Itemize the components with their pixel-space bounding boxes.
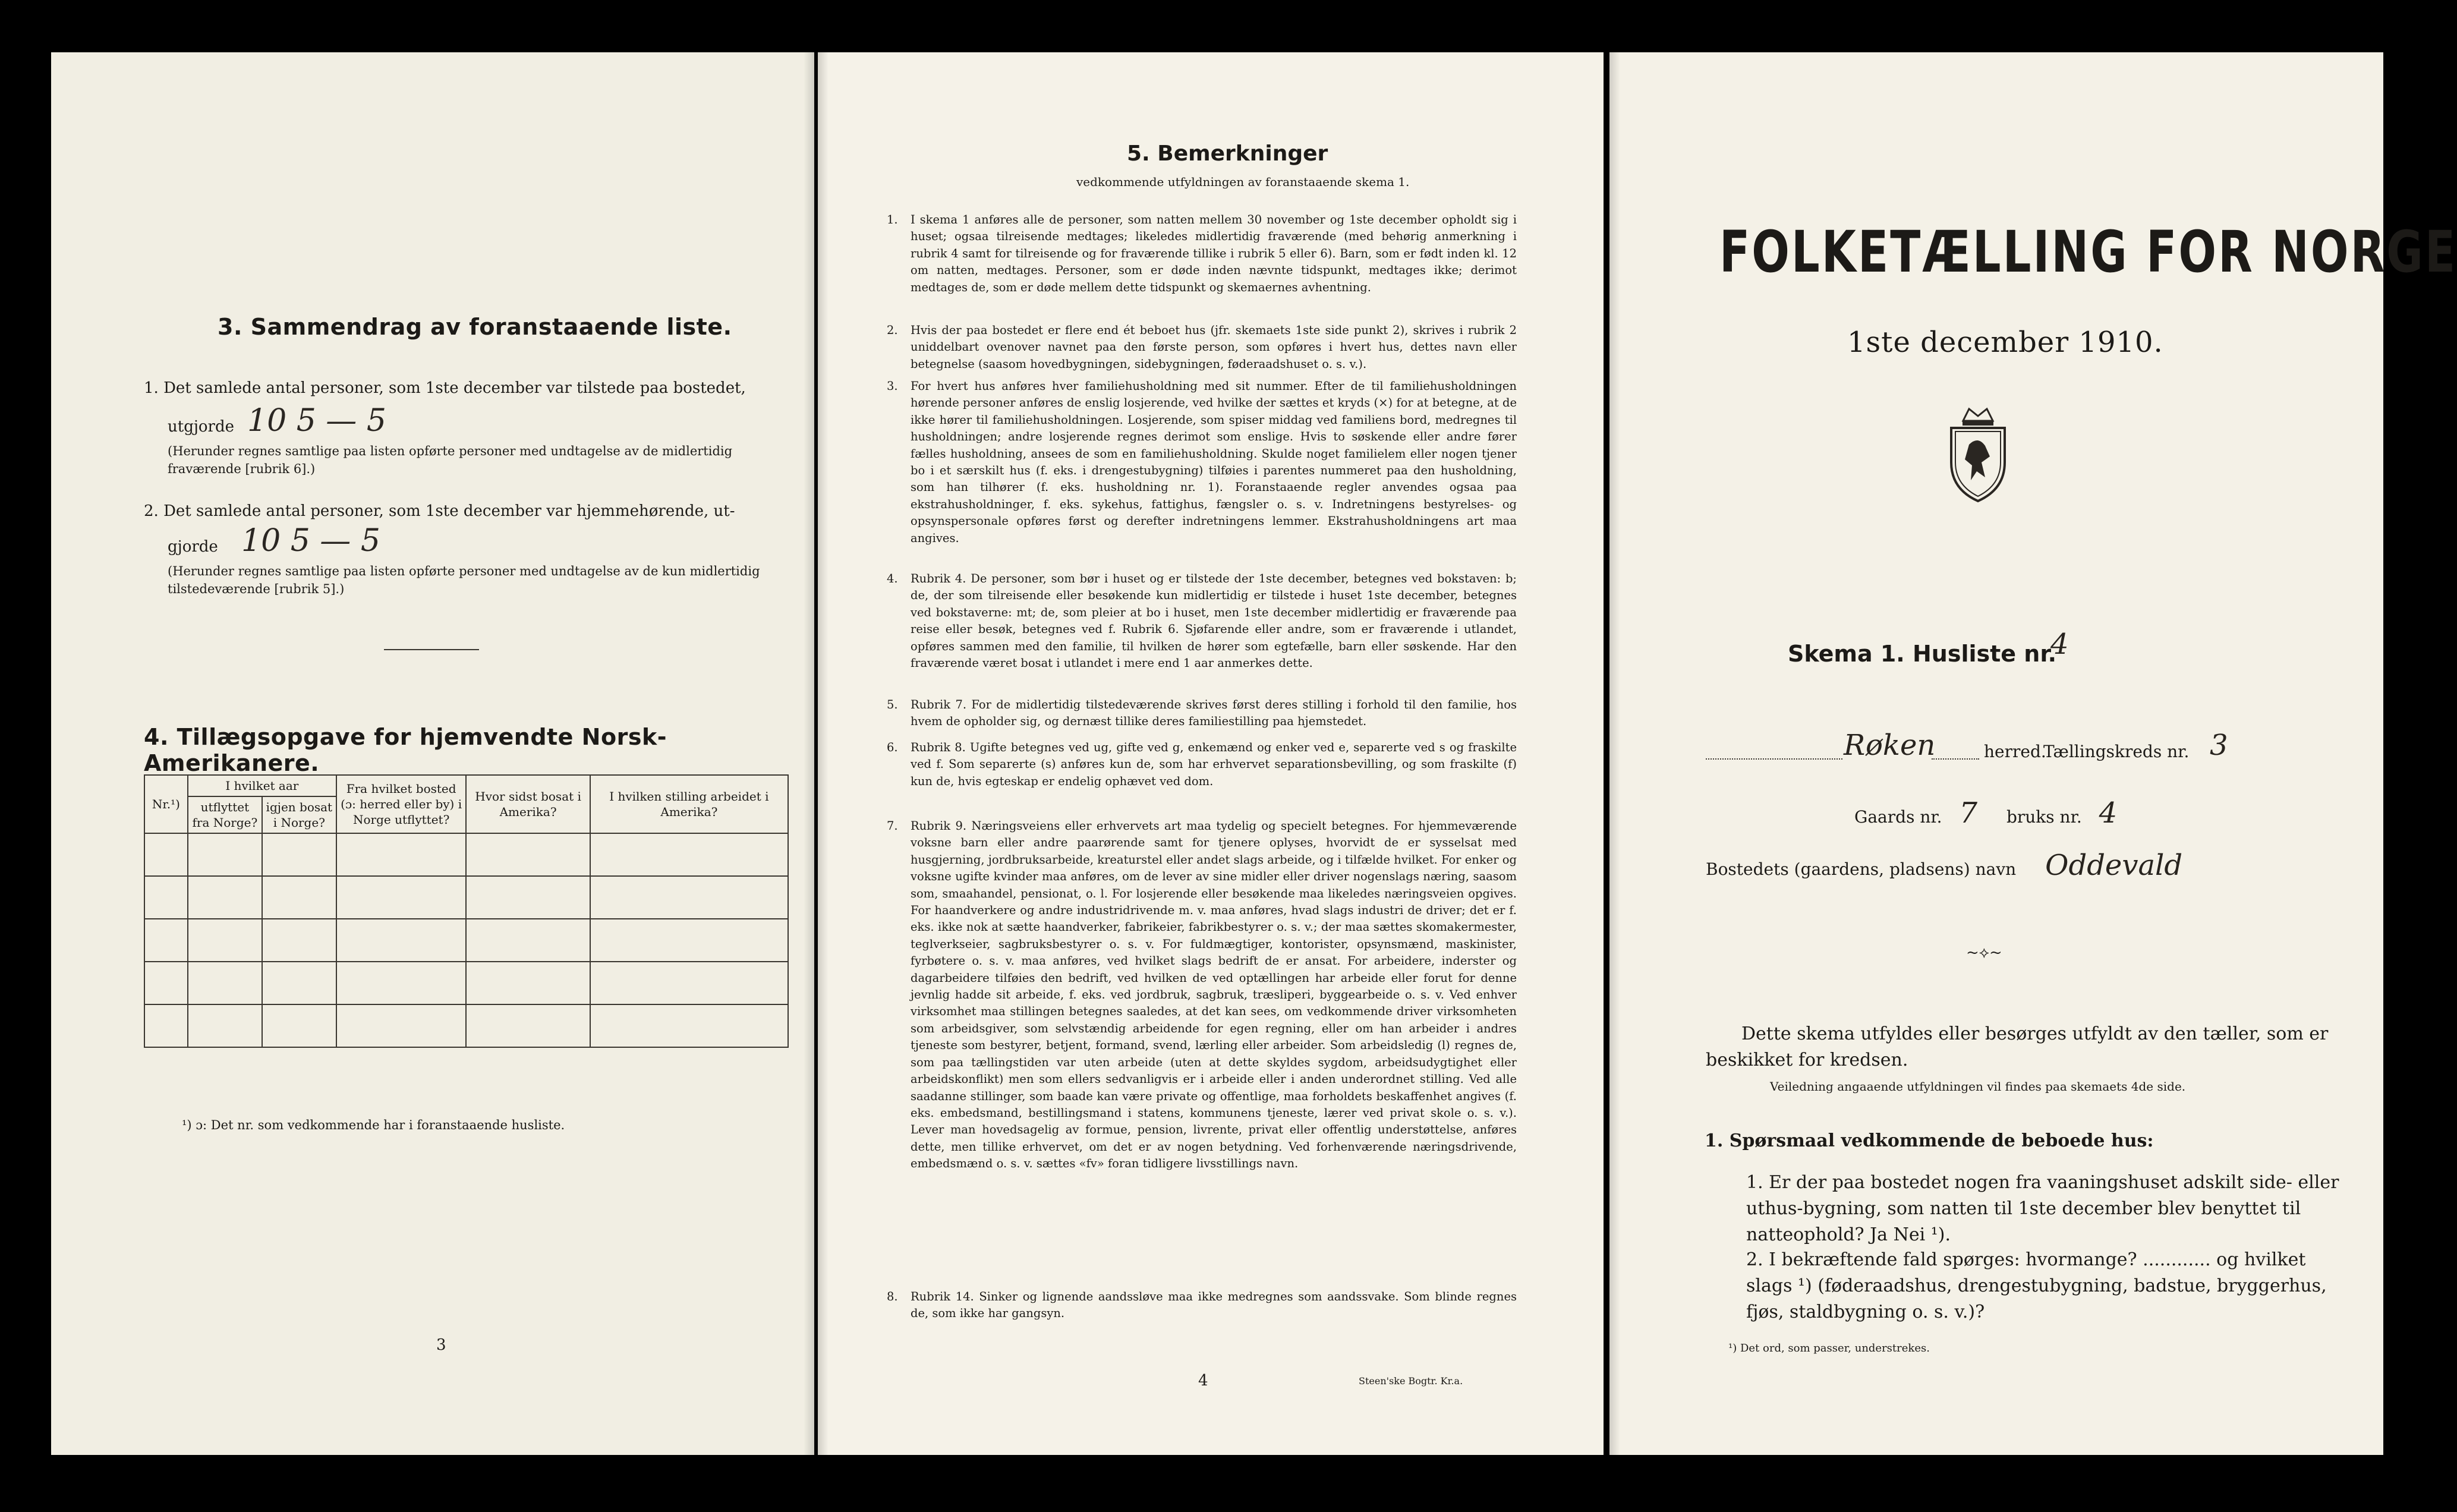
bruks-label: bruks nr. [2006, 807, 2082, 827]
census-date: 1ste december 1910. [1847, 326, 2163, 359]
page-number: 4 [1198, 1372, 1208, 1390]
col-stilling: I hvilken stilling arbeidet i Amerika? [590, 775, 788, 833]
table-row [144, 876, 788, 919]
note-text: Rubrik 7. For de midlertidig tilstedeværende skrives først deres stilling i forhold til den familie, hos hvem de opholder sig, og dernæst tillike deres familiestilling paa hjemstedet. [911, 698, 1517, 729]
note-7 [887, 818, 1517, 1173]
note-text: Rubrik 8. Ugifte betegnes ved ug, gifte ved g, enkemænd og enker ved e, separerte ved s og fraskilte ved f. Som separerte (s) anføres kun de, som har erhvervet separationsbevilling, og som fraskilte (f) kun de, hvis egteskap er endelig ophævet ved dom. [911, 741, 1517, 788]
bosted-value: Oddevald [2045, 849, 2183, 882]
table-row [144, 833, 788, 876]
printer-mark: Steen'ske Bogtr. Kr.a. [1359, 1375, 1463, 1387]
gaards-row [1854, 796, 2330, 830]
norsk-amerikanere-table [144, 774, 789, 1048]
bruks-value: 4 [2099, 796, 2118, 830]
col-hvor-bosat: Hvor sidst bosat i Amerika? [466, 775, 590, 833]
note-5 [887, 697, 1517, 730]
note-number: 1. [887, 213, 898, 226]
norway-coat-of-arms-icon [1942, 403, 2014, 506]
q2-text: 2. Det samlede antal personer, som 1ste december var hjemmehørende, ut- [144, 502, 735, 520]
dotted-line [1932, 758, 1979, 760]
table-row [144, 1004, 788, 1047]
dotted-line [1706, 758, 1842, 760]
q1-prefix: utgjorde [168, 418, 235, 436]
q2-note: (Herunder regnes samtlige paa listen opførte personer med undtagelse av de kun midlertidig tilstedeværende [rubrik 5].) [168, 564, 760, 596]
note-number: 8. [887, 1290, 898, 1303]
note-text: I skema 1 anføres alle de personer, som natten mellem 30 november og 1ste december opholdt sig i huset; ogsaa tilreisende medtages; likeledes midlertidig fraværende (med behørig anmerkning i rubrik 4 samt for tilreisende og for fraværende tillike i rubrik 5 eller 6). Barn, som er født inden kl. 12 om natten, medtages. Personer, som er døde inden nævnte tidspunkt, medtages ikke; derimot medtages de, som er døde mellem dette tidspunkt og skemaernes avhentning. [911, 213, 1517, 294]
note-number: 2. [887, 323, 898, 337]
page-fold-shadow [804, 52, 814, 1455]
questions-title: 1. Spørsmaal vedkommende de beboede hus: [1705, 1130, 2154, 1151]
bemerkninger-title: 5. Bemerkninger [1127, 141, 1328, 166]
col-utflyttet: utflyttet fra Norge? [188, 796, 262, 833]
intro-text: Dette skema utfyldes eller besørges utfyldt av den tæller, som er beskikket for kredsen. [1706, 1023, 2329, 1070]
page-number: 3 [436, 1336, 446, 1354]
question-2: 2. I bekræftende fald spørges: hvormange? ............ og hvilket slags ¹) (føderaadshus, drengestubygning, badstue, bryggerhus, fjøs, staldbygning o. s. v.)? [1746, 1249, 2327, 1322]
note-4 [887, 571, 1517, 672]
col-fra-bosted: Fra hvilket bosted (ɔ: herred eller by) i Norge utflyttet? [336, 775, 467, 833]
note-3 [887, 378, 1517, 547]
col-group-aar: I hvilket aar [188, 775, 336, 796]
section4-title: 4. Tillægsopgave for hjemvendte Norsk-Amerikanere. [144, 724, 667, 776]
herred-value: Røken [1844, 729, 1936, 762]
q2-prefix: gjorde [168, 538, 218, 556]
note-text: Rubrik 4. De personer, som bør i huset og er tilstede der 1ste december, betegnes ved bokstaven: b; de, der som tilreisende eller besøkende kun midlertidig er tilstede i huset 1ste december, betegnes ved bokstaverne: mt; de, som pleier at bo i huset, men 1ste december midlertidig er fraværende paa reise eller besøk, betegnes ved f. Rubrik 6. Sjøfarende eller andre, som er fraværende i utlandet, opføres sammen med den familie, til hvilken de hører som egtefælle, barn eller søskende. Har den fraværende været bosat i utlandet i mere end 1 aar anmerkes dette. [911, 572, 1517, 670]
note-number: 3. [887, 379, 898, 393]
note-number: 5. [887, 698, 898, 711]
col-nr: Nr.¹) [144, 775, 188, 833]
husliste-nr-value: 4 [2050, 628, 2069, 661]
kreds-label: Tællingskreds nr. [2043, 742, 2190, 761]
herred-row [1706, 729, 2383, 766]
bosted-row [1706, 849, 2377, 882]
ornament-divider: ~⟡~ [1966, 944, 2002, 962]
census-title: FOLKETÆLLING FOR NORGE [1719, 219, 2457, 285]
q1-text: 1. Det samlede antal personer, som 1ste december var tilstede paa bostedet, [144, 379, 746, 397]
left-page [51, 52, 814, 1455]
question-1: 1. Er der paa bostedet nogen fra vaaningshuset adskilt side- eller uthus-bygning, som natten til 1ste december blev benyttet til natteophold? Ja Nei ¹). [1746, 1172, 2339, 1245]
divider [384, 649, 479, 650]
note-text: Rubrik 14. Sinker og lignende aandssløve maa ikke medregnes som aandssvake. Som blinde regnes de, som ikke har gangsyn. [911, 1290, 1517, 1321]
q1-note: (Herunder regnes samtlige paa listen opførte personer med undtagelse av de midlertidig fraværende [rubrik 6].) [168, 444, 733, 476]
note-number: 6. [887, 741, 898, 754]
section3-title: 3. Sammendrag av foranstaaende liste. [218, 314, 732, 340]
q1-handwritten-count: 10 5 — 5 [247, 403, 386, 439]
col-igjen: igjen bosat i Norge? [262, 796, 336, 833]
note-text: Rubrik 9. Næringsveiens eller erhvervets art maa tydelig og specielt betegnes. For hjemmeværende voksne barn eller andre paarørende samt for tjenere oplyses, hvorvidt de er sysselsat med husgjerning, jordbruksarbeide, kreaturstel eller andet slags arbeide, og i tilfælde hvilket. For enker og voksne ugifte kvinder maa anføres, om de lever av sine midler eller driver nogenslags næring, saasom som, smaahandel, pensionat, o. l. For losjerende eller besøkende maa likeledes næringsveien opgives. For haandverkere og andre industridrivende m. v. maa anføres, hvad slags industri de driver; det er f. eks. ikke nok at sætte haandverker, fabrikeier, fabrikbestyrer o. s. v.; der maa sættes skomakermester, teglverkseier, sagbruksbestyrer o. s. v. For fuldmægtiger, kontorister, opsynsmænd, maskinister, fyrbøtere o. s. v. maa anføres, ved hvilket slags bedrift de er ansat. For arbeidere, inderster og dagarbeidere tilføies den bedrift, ved hvilken de ved optællingen har arbeide eller forut for denne jevnlig hadde sit arbeide, f. eks. ved jordbruk, sagbruk, træsliperi, byggearbeide o. s. v. Ved enhver virksomhet maa stillingen betegnes saaledes, at det kan sees, om vedkommende driver virksomheten som arbeidsgiver, som selvstændig arbeidende for egen regning, eller om han arbeider i andres tjeneste som bestyrer, betjent, formand, svend, lærling eller arbeider. Som arbeidsledig (l) regnes de, som paa tællingstiden var uten arbeide (uten at dette skyldes sygdom, arbeidsudygtighet eller arbeidskonflikt) men som ellers sedvanligvis er i arbeide eller i anden underordnet stilling. Ved alle saadanne stillinger, som baade kan være private og offentlige, maa forholdets beskaffenhet angives (f. eks. embedsmand, bestillingsmand i statens, kommunens tjeneste, lærer ved privat skole o. s. v.). Lever man hovedsagelig av formue, pension, livrente, privat eller offentlig understøttelse, anføres dette, men tillike erhvervet, om det er av nogen betydning. Ved forhenværende næringsdrivende, embedsmænd o. s. v. sættes «fv» foran tidligere livsstillings navn. [911, 819, 1517, 1171]
bosted-label: Bostedets (gaardens, pladsens) navn [1706, 859, 2017, 879]
table-row [144, 919, 788, 962]
note-2 [887, 322, 1517, 373]
page-fold-shadow [1609, 52, 1620, 1455]
gaards-value: 7 [1959, 796, 1978, 830]
note-number: 4. [887, 572, 898, 585]
note-number: 7. [887, 819, 898, 833]
note-1 [887, 212, 1517, 296]
table-footnote: ¹) ɔ: Det nr. som vedkommende har i foranstaaende husliste. [182, 1118, 565, 1132]
herred-label: herred. [1984, 742, 2046, 761]
right-page [1609, 52, 2457, 1455]
kreds-value: 3 [2210, 729, 2228, 762]
note-text: Hvis der paa bostedet er flere end ét beboet hus (jfr. skemaets 1ste side punkt 2), skrives i rubrik 2 uniddelbart ovenover navnet paa den første person, som opføres i hvert hus, dettes navn eller betegnelse (saasom hovedbygningen, sidebygningen, føderaadshuset o. s. v.). [911, 323, 1517, 371]
q2-handwritten-count: 10 5 — 5 [241, 523, 380, 559]
gaards-label: Gaards nr. [1854, 807, 1942, 827]
veiledning-text: Veiledning angaaende utfyldningen vil findes paa skemaets 4de side. [1770, 1079, 2186, 1094]
skema-label: Skema 1. Husliste nr. [1788, 641, 2057, 667]
bemerkninger-subtitle: vedkommende utfyldningen av foranstaaende skema 1. [1076, 175, 1410, 189]
table-row [144, 962, 788, 1004]
note-8 [887, 1289, 1517, 1322]
note-text: For hvert hus anføres hver familiehusholdning med sit nummer. Efter de til familiehusholdningen hørende personer anføres de enslig losjerende, ved hvilke der sættes et kryds (×) for at betegne, at de ikke hører til familiehusholdningen. Losjerende, som spiser middag ved familiens bord, medregnes til husholdningen; andre losjerende regnes derimot som enslige. Hvis to søskende eller andre fører fælles husholdning, ansees de som en familiehusholdning. Skulde noget familielem eller nogen tjener bo i et særskilt hus (f. eks. i drengestubygning) tilføies i parentes nummeret paa den husholdning, som han tilhører (f. eks. husholdning nr. 1). Foranstaaende regler anvendes ogsaa paa ekstrahusholdninger, f. eks. sykehus, fattighus, fængsler o. s. v. Indretningens bestyrelses- og opsynspersonale opføres først og derefter indretningens lemmer. Ekstrahusholdningens art maa angives. [911, 379, 1517, 545]
middle-page [818, 52, 1604, 1455]
note-6 [887, 739, 1517, 790]
page-fold-shadow [818, 52, 829, 1455]
right-footnote: ¹) Det ord, som passer, understrekes. [1728, 1342, 1930, 1354]
